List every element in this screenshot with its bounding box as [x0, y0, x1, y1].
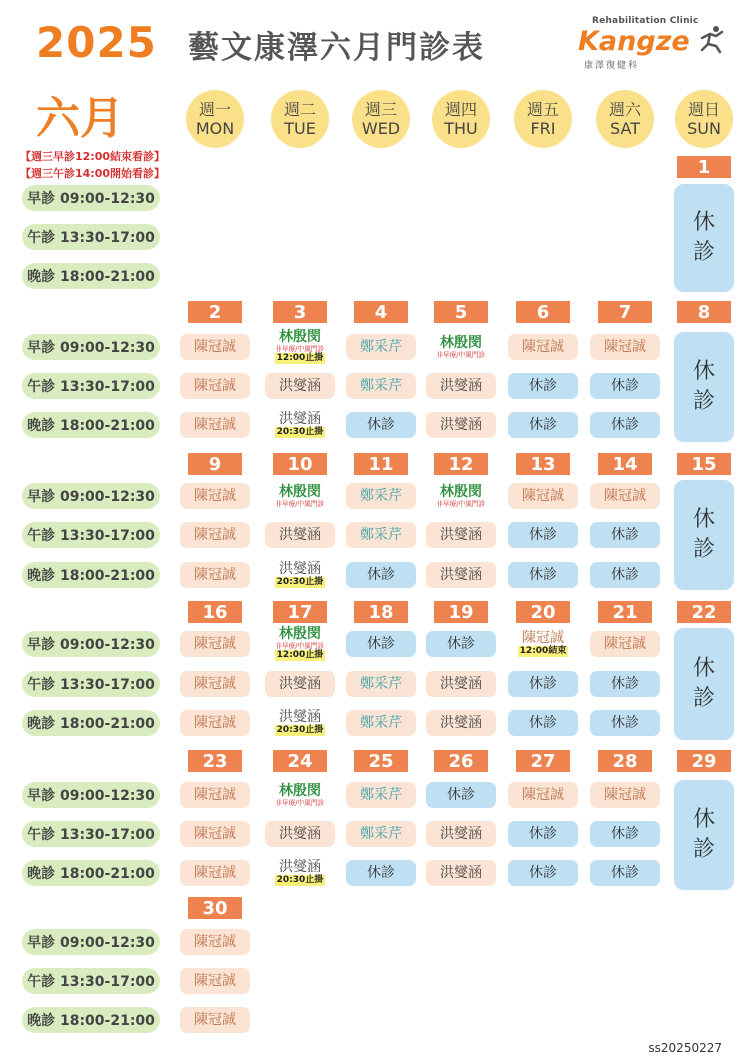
doctor-name: 休診: [611, 675, 639, 692]
weekday-en: THU: [444, 118, 478, 138]
runner-icon: [696, 24, 726, 54]
doctor-cell: [508, 782, 578, 808]
doctor-cell: [180, 710, 250, 736]
doctor-name: 洪燮涵: [279, 709, 321, 725]
doctor-cell: [346, 522, 416, 548]
weekday-header-wed: [352, 90, 410, 148]
session-label: 晚診 18:00-21:00: [22, 562, 160, 588]
doctor-name: 陳冠誠: [522, 338, 564, 355]
cutoff-tag: 20:30止掛: [276, 577, 324, 587]
doctor-name: 陳冠誠: [194, 864, 236, 881]
doctor-name: 林殷閔: [279, 626, 321, 642]
session-label: 午診 13:30-17:00: [22, 522, 160, 548]
session-label: 午診 13:30-17:00: [22, 671, 160, 697]
doctor-name: 洪燮涵: [279, 825, 321, 842]
session-label: 早診 09:00-12:30: [22, 185, 160, 211]
doctor-cell: [265, 483, 335, 509]
doctor-name: 陳冠誠: [194, 1011, 236, 1028]
session-label: 午診 13:30-17:00: [22, 224, 160, 250]
doctor-cell: [590, 334, 660, 360]
closed-cell: [346, 412, 416, 438]
clinic-logo: [578, 16, 728, 71]
doctor-name: 洪燮涵: [279, 411, 321, 427]
doctor-name: 洪燮涵: [440, 566, 482, 583]
date-24: 24: [273, 750, 327, 772]
doctor-name: 鄭采芹: [360, 338, 402, 355]
doctor-cell: [180, 483, 250, 509]
doctor-name: 休診: [529, 675, 557, 692]
doctor-name: 休診: [611, 377, 639, 394]
doctor-cell: [180, 412, 250, 438]
doctor-cell: [426, 562, 496, 588]
doctor-name: 陳冠誠: [194, 714, 236, 731]
weekday-header-sun: [675, 90, 733, 148]
doctor-name: 休診: [529, 416, 557, 433]
doctor-name: 鄭采芹: [360, 526, 402, 543]
doctor-cell: [426, 334, 496, 360]
closed-char: 休: [692, 656, 715, 681]
session-label: 晚診 18:00-21:00: [22, 1007, 160, 1033]
date-30: 30: [188, 897, 242, 919]
year-label: 2025: [36, 18, 157, 67]
closed-cell: [508, 373, 578, 399]
date-8: 8: [677, 301, 731, 323]
weekday-header-tue: [271, 90, 329, 148]
doctor-name: 休診: [611, 566, 639, 583]
doctor-cell: [346, 373, 416, 399]
closed-char: 診: [692, 686, 715, 711]
doctor-name: 陳冠誠: [522, 487, 564, 504]
weekday-zh: 週六: [608, 99, 641, 119]
doctor-name: 陳冠誠: [194, 786, 236, 803]
date-14: 14: [598, 453, 652, 475]
session-label: 早診 09:00-12:30: [22, 929, 160, 955]
doctor-name: 洪燮涵: [440, 825, 482, 842]
doctor-cell: [265, 708, 335, 738]
doctor-name: 陳冠誠: [604, 635, 646, 652]
doctor-name: 鄭采芹: [360, 377, 402, 394]
doctor-cell: [180, 782, 250, 808]
doctor-name: 林殷閔: [279, 483, 321, 500]
closed-cell: [508, 671, 578, 697]
cutoff-tag: 12:00止掛: [276, 353, 324, 363]
sunday-closed-block: [674, 184, 734, 292]
doctor-name: 洪燮涵: [279, 859, 321, 875]
closed-char: 休: [692, 807, 715, 832]
cutoff-tag: 12:00結束: [519, 646, 567, 656]
sunday-closed-block: [674, 332, 734, 442]
doctor-name: 陳冠誠: [604, 786, 646, 803]
doctor-name: 休診: [611, 526, 639, 543]
doctor-name: 休診: [611, 416, 639, 433]
page-title: 藝文康澤六月門診表: [188, 30, 485, 66]
doctor-name: 休診: [367, 635, 395, 652]
month-label: 六月: [36, 93, 124, 144]
doctor-name: 陳冠誠: [194, 825, 236, 842]
doctor-cell: [265, 560, 335, 590]
note-wed-morning: 【週三早診12:00結束看診】: [20, 150, 166, 163]
weekday-en: MON: [195, 118, 235, 138]
closed-char: 休: [692, 210, 715, 235]
doctor-cell: [265, 858, 335, 888]
doctor-cell: [265, 626, 335, 660]
clinic-note: 非早療/中風門診: [436, 499, 486, 508]
doctor-cell: [180, 522, 250, 548]
date-5: 5: [434, 301, 488, 323]
closed-cell: [508, 710, 578, 736]
weekday-header-fri: [514, 90, 572, 148]
doctor-name: 休診: [447, 635, 475, 652]
closed-cell: [590, 562, 660, 588]
doctor-name: 陳冠誠: [522, 786, 564, 803]
closed-cell: [590, 671, 660, 697]
doctor-name: 休診: [529, 714, 557, 731]
session-label: 早診 09:00-12:30: [22, 334, 160, 360]
weekday-en: TUE: [284, 118, 316, 138]
doctor-name: 洪燮涵: [440, 714, 482, 731]
doctor-cell: [508, 629, 578, 659]
session-label: 午診 13:30-17:00: [22, 968, 160, 994]
doctor-name: 陳冠誠: [194, 675, 236, 692]
doctor-cell: [346, 710, 416, 736]
weekday-zh: 週三: [364, 99, 397, 119]
doctor-name: 洪燮涵: [440, 416, 482, 433]
logo-subtitle: Rehabilitation Clinic: [592, 16, 699, 26]
doctor-name: 洪燮涵: [279, 526, 321, 543]
doctor-name: 洪燮涵: [440, 526, 482, 543]
date-26: 26: [434, 750, 488, 772]
doctor-name: 陳冠誠: [194, 566, 236, 583]
doctor-cell: [265, 373, 335, 399]
doctor-name: 洪燮涵: [279, 675, 321, 692]
cutoff-tag: 20:30止掛: [276, 427, 324, 437]
date-18: 18: [354, 601, 408, 623]
doctor-cell: [426, 821, 496, 847]
cutoff-tag: 20:30止掛: [276, 725, 324, 735]
doctor-name: 陳冠誠: [194, 338, 236, 355]
doctor-cell: [508, 483, 578, 509]
logo-chinese-name: 康澤復健科: [584, 61, 640, 71]
session-label: 早診 09:00-12:30: [22, 483, 160, 509]
closed-cell: [590, 373, 660, 399]
doctor-name: 林殷閔: [279, 329, 321, 345]
doctor-cell: [180, 373, 250, 399]
weekday-header-mon: [186, 90, 244, 148]
weekday-zh: 週二: [283, 99, 316, 119]
clinic-note: 非早療/中風門診: [275, 499, 325, 508]
date-3: 3: [273, 301, 327, 323]
doctor-name: 陳冠誠: [194, 487, 236, 504]
closed-char: 診: [692, 389, 715, 414]
date-6: 6: [516, 301, 570, 323]
sunday-closed-block: [674, 628, 734, 740]
date-19: 19: [434, 601, 488, 623]
doctor-name: 陳冠誠: [604, 487, 646, 504]
doctor-name: 鄭采芹: [360, 825, 402, 842]
closed-cell: [346, 562, 416, 588]
date-12: 12: [434, 453, 488, 475]
session-label: 早診 09:00-12:30: [22, 782, 160, 808]
closed-cell: [508, 562, 578, 588]
cutoff-tag: 20:30止掛: [276, 875, 324, 885]
closed-cell: [590, 821, 660, 847]
doctor-cell: [180, 968, 250, 994]
weekday-en: FRI: [530, 118, 556, 138]
doctor-name: 林殷閔: [440, 483, 482, 500]
date-11: 11: [354, 453, 408, 475]
doctor-name: 洪燮涵: [440, 864, 482, 881]
sunday-closed-block: [674, 480, 734, 590]
doctor-name: 休診: [529, 566, 557, 583]
weekday-header-sat: [596, 90, 654, 148]
closed-cell: [590, 860, 660, 886]
doctor-cell: [265, 782, 335, 808]
closed-char: 休: [692, 359, 715, 384]
doctor-name: 鄭采芹: [360, 714, 402, 731]
doctor-name: 陳冠誠: [194, 972, 236, 989]
doctor-name: 洪燮涵: [440, 377, 482, 394]
date-17: 17: [273, 601, 327, 623]
doctor-name: 鄭采芹: [360, 675, 402, 692]
doctor-name: 林殷閔: [440, 334, 482, 351]
date-2: 2: [188, 301, 242, 323]
sunday-closed-block: [674, 780, 734, 890]
date-9: 9: [188, 453, 242, 475]
closed-cell: [590, 412, 660, 438]
doctor-cell: [346, 334, 416, 360]
date-15: 15: [677, 453, 731, 475]
doctor-name: 林殷閔: [279, 782, 321, 799]
doctor-name: 洪燮涵: [279, 561, 321, 577]
doctor-cell: [265, 329, 335, 363]
doctor-name: 休診: [529, 526, 557, 543]
session-label: 午診 13:30-17:00: [22, 821, 160, 847]
doctor-name: 鄭采芹: [360, 786, 402, 803]
date-27: 27: [516, 750, 570, 772]
note-wed-afternoon: 【週三午診14:00開始看診】: [20, 167, 166, 180]
doctor-cell: [265, 410, 335, 440]
closed-cell: [590, 710, 660, 736]
doctor-cell: [180, 562, 250, 588]
session-label: 晚診 18:00-21:00: [22, 263, 160, 289]
doctor-name: 休診: [529, 864, 557, 881]
doctor-cell: [346, 782, 416, 808]
doctor-cell: [180, 631, 250, 657]
doctor-cell: [426, 671, 496, 697]
session-label: 晚診 18:00-21:00: [22, 710, 160, 736]
weekday-zh: 週五: [526, 99, 559, 119]
closed-cell: [346, 860, 416, 886]
doctor-name: 陳冠誠: [522, 630, 564, 646]
doctor-name: 陳冠誠: [194, 416, 236, 433]
doctor-cell: [508, 334, 578, 360]
doctor-cell: [265, 522, 335, 548]
doctor-cell: [265, 671, 335, 697]
clinic-note: 非早療/中風門診: [436, 350, 486, 359]
weekday-zh: 週一: [198, 99, 231, 119]
logo-wordmark: Kangze: [578, 26, 690, 57]
doctor-cell: [265, 821, 335, 847]
doctor-cell: [426, 710, 496, 736]
date-13: 13: [516, 453, 570, 475]
weekday-header-thu: [432, 90, 490, 148]
date-25: 25: [354, 750, 408, 772]
session-label: 晚診 18:00-21:00: [22, 860, 160, 886]
closed-cell: [426, 631, 496, 657]
doctor-name: 鄭采芹: [360, 487, 402, 504]
doctor-cell: [426, 522, 496, 548]
date-29: 29: [677, 750, 731, 772]
doctor-cell: [180, 929, 250, 955]
doctor-cell: [180, 671, 250, 697]
doctor-cell: [590, 782, 660, 808]
doctor-name: 休診: [367, 864, 395, 881]
doctor-cell: [180, 1007, 250, 1033]
doctor-name: 洪燮涵: [279, 377, 321, 394]
date-21: 21: [598, 601, 652, 623]
closed-cell: [508, 860, 578, 886]
date-16: 16: [188, 601, 242, 623]
doctor-cell: [590, 631, 660, 657]
doctor-name: 休診: [447, 786, 475, 803]
doctor-name: 陳冠誠: [604, 338, 646, 355]
date-28: 28: [598, 750, 652, 772]
closed-cell: [508, 522, 578, 548]
date-22: 22: [677, 601, 731, 623]
weekday-en: WED: [361, 118, 401, 138]
clinic-note: 非早療/中風門診: [275, 642, 325, 650]
doctor-name: 洪燮涵: [440, 675, 482, 692]
footer-code: ss20250227: [648, 1041, 722, 1055]
doctor-name: 陳冠誠: [194, 526, 236, 543]
doctor-name: 休診: [611, 864, 639, 881]
closed-char: 診: [692, 240, 715, 265]
date-23: 23: [188, 750, 242, 772]
weekday-zh: 週四: [444, 99, 477, 119]
doctor-name: 休診: [367, 566, 395, 583]
doctor-cell: [426, 373, 496, 399]
clinic-note: 非早療/中風門診: [275, 798, 325, 807]
doctor-cell: [346, 671, 416, 697]
closed-cell: [508, 821, 578, 847]
weekday-en: SAT: [610, 118, 640, 138]
date-7: 7: [598, 301, 652, 323]
doctor-cell: [180, 334, 250, 360]
clinic-note: 非早療/中風門診: [275, 345, 325, 353]
doctor-cell: [346, 483, 416, 509]
cutoff-tag: 12:00止掛: [276, 650, 324, 660]
date-4: 4: [354, 301, 408, 323]
doctor-cell: [180, 821, 250, 847]
closed-char: 診: [692, 537, 715, 562]
doctor-cell: [346, 821, 416, 847]
doctor-name: 休診: [529, 825, 557, 842]
doctor-name: 陳冠誠: [194, 933, 236, 950]
weekday-en: SUN: [687, 118, 721, 138]
doctor-cell: [180, 860, 250, 886]
closed-char: 休: [692, 507, 715, 532]
session-label: 晚診 18:00-21:00: [22, 412, 160, 438]
doctor-cell: [426, 483, 496, 509]
doctor-cell: [590, 483, 660, 509]
closed-cell: [346, 631, 416, 657]
doctor-name: 休診: [529, 377, 557, 394]
doctor-name: 陳冠誠: [194, 377, 236, 394]
doctor-name: 休診: [611, 714, 639, 731]
closed-cell: [590, 522, 660, 548]
closed-cell: [426, 782, 496, 808]
closed-cell: [508, 412, 578, 438]
date-1: 1: [677, 156, 731, 178]
date-20: 20: [516, 601, 570, 623]
doctor-name: 陳冠誠: [194, 635, 236, 652]
session-label: 早診 09:00-12:30: [22, 631, 160, 657]
doctor-name: 休診: [611, 825, 639, 842]
closed-char: 診: [692, 837, 715, 862]
doctor-name: 休診: [367, 416, 395, 433]
doctor-cell: [426, 860, 496, 886]
session-label: 午診 13:30-17:00: [22, 373, 160, 399]
doctor-cell: [426, 412, 496, 438]
weekday-zh: 週日: [687, 99, 720, 119]
date-10: 10: [273, 453, 327, 475]
